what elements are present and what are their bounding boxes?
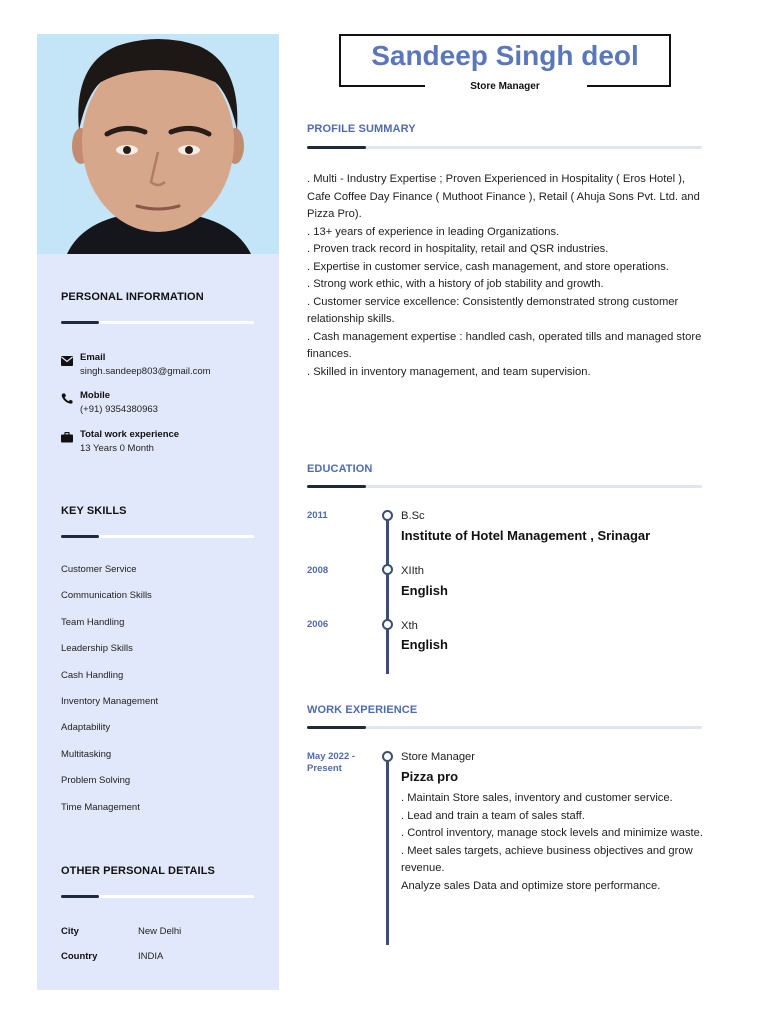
education-divider (307, 485, 702, 488)
work-timeline (386, 756, 389, 945)
education-degree: B.Sc (401, 510, 425, 522)
experience-value: 13 Years 0 Month (80, 443, 154, 454)
summary-line: . Skilled in inventory management, and team supervision. (307, 365, 591, 378)
education-degree: XIIth (401, 565, 425, 577)
summary-line: . Customer service excellence: Consistently demonstrated strong customer relationship skills. (307, 295, 679, 325)
skill-item: Multitasking (61, 748, 112, 760)
summary-line: . Strong work ethic, with a history of job stability and growth. (307, 278, 604, 290)
education-institute: English (401, 583, 448, 598)
education-degree: Xth (401, 620, 418, 632)
timeline-dot (382, 510, 393, 521)
education-timeline (386, 515, 389, 674)
summary-line: . Expertise in customer service, cash management, and store operations. (307, 260, 669, 273)
skill-item: Customer Service (61, 564, 137, 575)
skill-item: Problem Solving (61, 775, 131, 787)
summary-line: . 13+ years of experience in leading Organizations. (307, 225, 560, 238)
work-line: . Meet sales targets, achieve business objectives and grow revenue. (401, 844, 693, 874)
skill-item: Cash Handling (61, 669, 124, 681)
summary-line: . Cash management expertise : handled cash, operated tills and managed store finances. (307, 330, 702, 360)
education-heading: EDUCATION (307, 463, 373, 475)
country-label: Country (61, 951, 98, 962)
email-value[interactable]: singh.sandeep803@gmail.com (80, 366, 211, 377)
timeline-dot (382, 751, 393, 762)
personal-info-heading: PERSONAL INFORMATION (61, 291, 204, 303)
work-company: Pizza pro (401, 769, 459, 784)
work-experience-heading: WORK EXPERIENCE (307, 704, 418, 716)
country-value: INDIA (138, 951, 164, 962)
education-institute: Institute of Hotel Management , Srinagar (401, 528, 651, 543)
skill-item: Communication Skills (61, 590, 152, 602)
profile-photo (37, 34, 279, 254)
other-details-heading: OTHER PERSONAL DETAILS (61, 865, 215, 877)
work-period: May 2022 - Present (307, 751, 356, 774)
key-skills-heading: KEY SKILLS (61, 505, 127, 517)
envelope-icon (61, 353, 73, 363)
work-experience-divider (307, 726, 702, 729)
city-value: New Delhi (138, 926, 182, 937)
mobile-value[interactable]: (+91) 9354380963 (80, 404, 158, 415)
timeline-dot (382, 564, 393, 575)
work-description (401, 790, 703, 895)
skills-list (61, 564, 158, 828)
work-line: . Maintain Store sales, inventory and customer service. (401, 792, 673, 804)
work-line: Analyze sales Data and optimize store performance. (401, 879, 661, 892)
work-line: . Lead and train a team of sales staff. (401, 809, 585, 822)
work-line: . Control inventory, manage stock levels and minimize waste. (401, 827, 703, 839)
education-institute: English (401, 637, 448, 652)
summary-line: . Multi - Industry Expertise ; Proven Experienced in Hospitality ( Eros Hotel ), (307, 173, 686, 185)
skill-item: Time Management (61, 801, 140, 813)
skill-item: Team Handling (61, 616, 125, 628)
job-title: Store Manager (470, 81, 540, 92)
sidebar (37, 34, 279, 990)
briefcase-icon (61, 430, 73, 440)
timeline-dot (382, 619, 393, 630)
candidate-name: Sandeep Singh deol (371, 40, 639, 71)
summary-line: . Proven track record in hospitality, retail and QSR industries. (307, 243, 609, 255)
education-year: 2006 (307, 619, 329, 630)
work-role: Store Manager (401, 751, 476, 763)
skill-item: Inventory Management (61, 695, 159, 707)
skill-item: Leadership Skills (61, 643, 133, 655)
name-box (339, 34, 671, 87)
email-label: Email (80, 352, 106, 363)
phone-icon (61, 391, 73, 401)
key-skills-divider (61, 535, 254, 538)
city-label: City (61, 926, 79, 937)
summary-line: Cafe Coffee Day Finance ( Muthoot Finance ), Retail ( Ahuja Sons Pvt. Ltd. and Pizza Pro). (307, 190, 700, 220)
mobile-label: Mobile (80, 390, 111, 401)
skill-item: Adaptability (61, 722, 111, 734)
other-details-divider (61, 895, 254, 898)
profile-summary-divider (307, 146, 702, 149)
education-year: 2011 (307, 510, 328, 521)
profile-summary-heading: PROFILE SUMMARY (307, 123, 416, 135)
experience-label: Total work experience (80, 429, 180, 440)
education-year: 2008 (307, 565, 329, 576)
personal-info-divider (61, 321, 254, 324)
profile-summary-text (307, 171, 702, 381)
